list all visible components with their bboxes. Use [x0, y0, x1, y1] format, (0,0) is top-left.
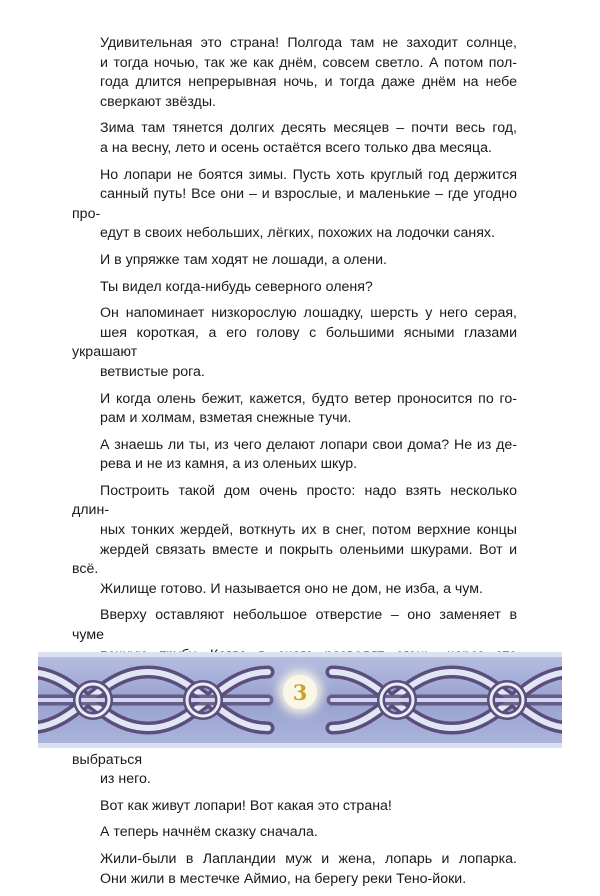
text-line: И в упряжке там ходят не лошади, а олени. [100, 251, 387, 268]
paragraph [72, 797, 517, 817]
story-text [72, 34, 517, 896]
paragraph [72, 390, 517, 429]
text-line: года длится непрерывная ночь, и тогда даже днём на небе [100, 74, 517, 91]
text-line: Он напоминает низкорослую лошадку, шерсть у него серая, [100, 305, 517, 322]
text-line: Жилище готово. И называется оно не дом, не изба, а чум. [100, 580, 483, 597]
text-line: Вот как живут лопари! Вот какая это страна! [100, 797, 392, 814]
paragraph [72, 278, 517, 298]
text-line: сверкают звёзды. [100, 93, 216, 110]
text-line: а на весну, лето и осень остаётся всего только два месяца. [100, 139, 492, 156]
text-line: Они жили в местечке Аймио, на берегу реки Тено-йоки. [100, 870, 467, 887]
text-line: едут в своих небольших, лёгких, похожих на лодочки санях. [100, 225, 495, 242]
paragraph [72, 166, 517, 244]
text-line: ветвистые рога. [100, 363, 205, 380]
text-line: А теперь начнём сказку сначала. [100, 824, 318, 841]
text-line: И когда олень бежит, кажется, будто ветер проносится по го- [100, 390, 517, 407]
text-line: из него. [100, 771, 151, 788]
paragraph [72, 119, 517, 158]
text-line: Построить такой дом очень просто: надо взять несколько длин- [72, 482, 517, 519]
text-line: Но лопари не боятся зимы. Пусть хоть круглый год держится [100, 166, 517, 183]
text-line: Зима там тянется долгих десять месяцев – почти весь год, [100, 120, 517, 137]
page-number-badge [283, 675, 317, 709]
paragraph [72, 436, 517, 475]
text-line: Вверху оставляют небольшое отверстие – оно заменяет в чуме [72, 607, 517, 644]
text-line: шея короткая, а его голову с большими ясными глазами украшают [72, 324, 517, 361]
paragraph [72, 823, 517, 843]
text-line: выбраться [72, 751, 142, 768]
text-line: санный путь! Все они – и взрослые, и маленькие – где угодно про- [72, 186, 517, 222]
paragraph [72, 482, 517, 600]
text-line: рева и не из камня, а из оленьих шкур. [100, 456, 358, 473]
text-line: А знаешь ли ты, из чего делают лопари свои дома? Не из де- [100, 436, 517, 453]
text-line: и тогда ночью, так же как днём, совсем светло. А потом пол- [100, 54, 517, 71]
text-line: Ты видел когда-нибудь северного оленя? [100, 278, 373, 295]
text-line: рам и холмам, взметая снежные тучи. [100, 410, 352, 427]
paragraph [72, 251, 517, 271]
page-number: 3 [292, 679, 308, 705]
paragraph [72, 304, 517, 382]
text-line: Удивительная это страна! Полгода там не заходит солнце, [100, 35, 517, 51]
paragraph [72, 850, 517, 889]
paragraph [72, 34, 517, 112]
text-line: ных тонких жердей, воткнуть их в снег, потом верхние концы [100, 522, 517, 539]
text-line: жердей связать вместе и покрыть оленьими шкурами. Вот и всё. [72, 541, 517, 578]
text-line: Жили-были в Лапландии муж и жена, лопарь и лопарка. [100, 850, 517, 867]
